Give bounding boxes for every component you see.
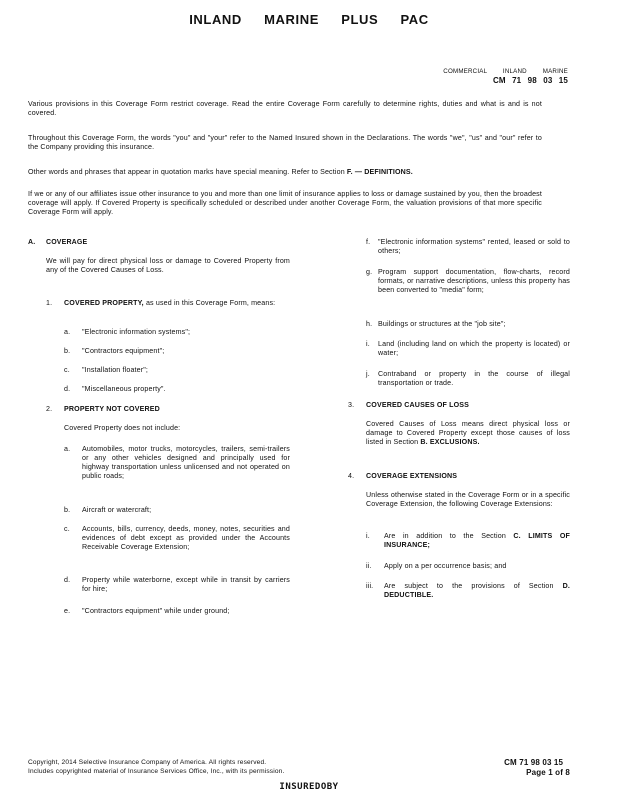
- list-item-label: b.: [64, 347, 71, 355]
- item-1-block: [64, 299, 290, 308]
- intro-paragraph-3-text: Other words and phrases that appear in quotation marks have special meaning. Refer to Section: [28, 168, 345, 176]
- list-item: "Installation floater";: [82, 366, 149, 374]
- item-2-number: 2.: [46, 405, 53, 413]
- covered-property-list: [64, 328, 290, 398]
- copyright-line-1: Copyright, 2014 Selective Insurance Company of America. All rights reserved.: [28, 759, 267, 766]
- covered-property-heading: COVERED PROPERTY,: [64, 299, 144, 307]
- footer-form-number: CM 71 98 03 15: [504, 758, 564, 767]
- list-item-label: h.: [366, 320, 373, 328]
- covered-causes-heading: COVERED CAUSES OF LOSS: [366, 401, 470, 409]
- list-item-label: a.: [64, 445, 71, 453]
- property-not-covered-heading: PROPERTY NOT COVERED: [64, 405, 160, 413]
- covered-causes-text: Covered Causes of Loss means direct physical loss or damage to Covered Property except those causes of loss listed in Section: [366, 420, 570, 446]
- definitions-reference: F. — DEFINITIONS.: [346, 168, 413, 176]
- list-item: Apply on a per occurrence basis; and: [384, 562, 507, 570]
- list-item-label: d.: [64, 576, 71, 584]
- list-item-label: e.: [64, 607, 71, 615]
- list-item-text: Are in addition to the Section: [384, 532, 506, 540]
- list-item: "Electronic information systems" rented, leased or sold to others;: [378, 238, 570, 255]
- coverage-extensions-list: [366, 532, 570, 607]
- list-item: Accounts, bills, currency, deeds, money, notes, securities and evidences of debt except as provided under the Accounts Receivable Coverage Extension;: [82, 525, 290, 551]
- intro-paragraph-2: Throughout this Coverage Form, the words "you" and "your" refer to the Named Insured shown in the Declarations. The words "we", "us" and "our" refer to the Company providing this insurance.: [28, 134, 542, 151]
- list-item-label: c.: [64, 525, 70, 533]
- list-item-text: Are subject to the provisions of Section: [384, 582, 554, 590]
- property-not-covered-list: [64, 445, 290, 625]
- item-3-number: 3.: [348, 401, 355, 409]
- list-item-label: d.: [64, 385, 71, 393]
- list-item: "Miscellaneous property".: [82, 385, 166, 393]
- item-1-number: 1.: [46, 299, 53, 307]
- list-item-label: i.: [366, 532, 370, 540]
- watermark-text: INSUREDOBY: [279, 782, 339, 792]
- copyright-line-2: Includes copyrighted material of Insurance Services Office, Inc., with its permission.: [28, 768, 285, 775]
- coverage-extensions-heading: COVERAGE EXTENSIONS: [366, 472, 458, 480]
- list-item-label: ii.: [366, 562, 372, 570]
- list-item: Program support documentation, flow-charts, record formats, or narrative descriptions, unless this property has been converted to "media" form;: [378, 268, 570, 294]
- form-line-type: COMMERCIAL INLAND MARINE: [443, 68, 568, 75]
- list-item-label: i.: [366, 340, 370, 348]
- list-item-label: iii.: [366, 582, 374, 590]
- list-item: [384, 582, 570, 600]
- form-identifier: [443, 67, 568, 85]
- section-a-heading: COVERAGE: [46, 239, 88, 246]
- list-item: Contraband or property in the course of illegal transportation or trade.: [378, 370, 570, 387]
- list-item-label: c.: [64, 366, 70, 374]
- covered-property-text: as used in this Coverage Form, means:: [145, 299, 276, 307]
- deductible-reference: D. DEDUCTIBLE.: [384, 582, 571, 599]
- footer-copyright: [28, 758, 408, 776]
- list-item: Land (including land on which the property is located) or water;: [378, 340, 570, 357]
- list-item: "Contractors equipment" while under ground;: [82, 607, 230, 615]
- list-item: [384, 532, 570, 550]
- list-item-label: g.: [366, 268, 373, 276]
- list-item-label: a.: [64, 328, 71, 336]
- list-item: "Electronic information systems";: [82, 328, 191, 336]
- list-item: "Contractors equipment";: [82, 347, 165, 355]
- footer-form-info: [504, 758, 570, 778]
- document-title: INLAND MARINE PLUS PAC: [189, 12, 429, 27]
- intro-paragraph-3: [28, 168, 542, 177]
- property-not-covered-intro: Covered Property does not include:: [64, 424, 181, 432]
- covered-causes-text-block: [366, 420, 570, 447]
- page-number: Page 1 of 8: [526, 768, 570, 777]
- property-not-covered-list-continued: [366, 238, 570, 398]
- coverage-extensions-intro: Unless otherwise stated in the Coverage Form or in a specific Coverage Extension, the following Coverage Extensions:: [366, 491, 570, 508]
- section-a-intro: We will pay for direct physical loss or damage to Covered Property from any of the Covered Causes of Loss.: [46, 257, 290, 274]
- form-number: CM 71 98 03 15: [492, 76, 568, 85]
- list-item-label: f.: [366, 238, 371, 246]
- list-item: Automobiles, motor trucks, motorcycles, trailers, semi-trailers or any other vehicles designed and principally used for highway transportation unless unlicensed and not operated on public roads;: [82, 445, 290, 480]
- section-a-label: A.: [28, 239, 36, 246]
- list-item: Buildings or structures at the "job site";: [378, 320, 506, 328]
- list-item: Aircraft or watercraft;: [82, 506, 152, 514]
- item-4-number: 4.: [348, 472, 355, 480]
- list-item-label: b.: [64, 506, 71, 514]
- list-item-label: j.: [366, 370, 370, 378]
- limits-reference: C. LIMITS OF INSURANCE;: [384, 532, 571, 549]
- intro-paragraph-4: If we or any of our affiliates issue other insurance to you and more than one limit of insurance applies to loss or damage sustained by you, then the broadest coverage will apply. If Covered Property is specifically scheduled or described under another Coverage Form, the valuation provisions of that more specific Coverage Form will apply.: [28, 190, 542, 216]
- intro-paragraph-1: Various provisions in this Coverage Form restrict coverage. Read the entire Coverage Form carefully to determine rights, duties and what is and is not covered.: [28, 100, 542, 117]
- list-item: Property while waterborne, except while in transit by carriers for hire;: [82, 576, 290, 593]
- exclusions-reference: B. EXCLUSIONS.: [420, 438, 480, 446]
